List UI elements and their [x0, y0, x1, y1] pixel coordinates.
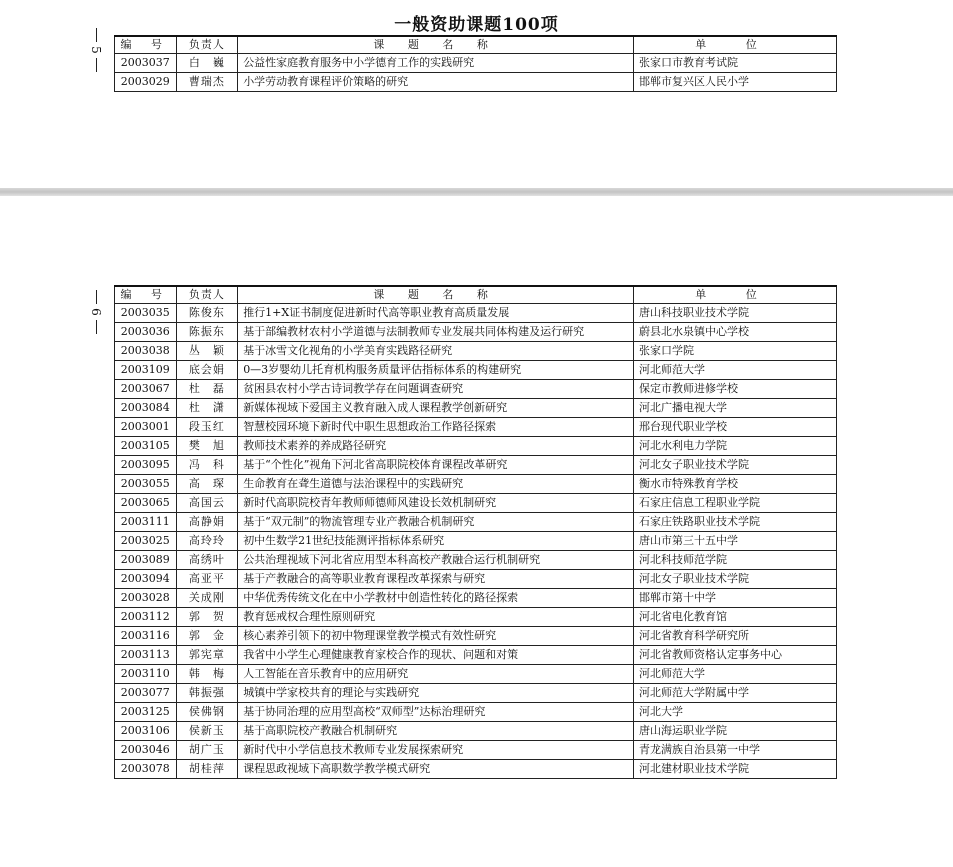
header-id: 编 号	[115, 286, 177, 304]
grant-table-page-5	[114, 35, 837, 92]
page-6	[0, 196, 953, 867]
cell-lead: 高静娟	[176, 513, 238, 532]
table-row	[115, 418, 837, 437]
table-row	[115, 684, 837, 703]
cell-topic: 基于“双元制”的物流管理专业产教融合机制研究	[238, 513, 634, 532]
cell-unit: 河北师范大学	[634, 361, 837, 380]
table-row	[115, 73, 837, 92]
cell-topic: 生命教育在聋生道德与法治课程中的实践研究	[238, 475, 634, 494]
cell-id: 2003077	[115, 684, 177, 703]
header-unit: 单 位	[634, 36, 837, 54]
cell-id: 2003065	[115, 494, 177, 513]
cell-unit: 保定市教师进修学校	[634, 380, 837, 399]
cell-id: 2003094	[115, 570, 177, 589]
table-row	[115, 399, 837, 418]
cell-unit: 青龙满族自治县第一中学	[634, 741, 837, 760]
cell-lead: 高亚平	[176, 570, 238, 589]
cell-id: 2003116	[115, 627, 177, 646]
cell-lead: 胡广玉	[176, 741, 238, 760]
cell-lead: 关成刚	[176, 589, 238, 608]
cell-id: 2003025	[115, 532, 177, 551]
table-row	[115, 304, 837, 323]
cell-topic: 基于部编教材农村小学道德与法制教师专业发展共同体构建及运行研究	[238, 323, 634, 342]
cell-lead: 郭 贺	[176, 608, 238, 627]
table-row	[115, 513, 837, 532]
cell-id: 2003106	[115, 722, 177, 741]
cell-id: 2003110	[115, 665, 177, 684]
table-row	[115, 437, 837, 456]
cell-lead: 段玉红	[176, 418, 238, 437]
cell-unit: 河北女子职业技术学院	[634, 570, 837, 589]
cell-topic: 智慧校园环境下新时代中职生思想政治工作路径探索	[238, 418, 634, 437]
cell-topic: 中华优秀传统文化在中小学教材中创造性转化的路径探索	[238, 589, 634, 608]
cell-id: 2003046	[115, 741, 177, 760]
grant-table-page-6	[114, 285, 837, 779]
table-row	[115, 589, 837, 608]
cell-id: 2003078	[115, 760, 177, 779]
table-row	[115, 361, 837, 380]
cell-lead: 杜 磊	[176, 380, 238, 399]
cell-topic: 我省中小学生心理健康教育家校合作的现状、问题和对策	[238, 646, 634, 665]
cell-lead: 高绣叶	[176, 551, 238, 570]
header-topic: 课 题 名 称	[238, 36, 634, 54]
cell-topic: 基于协同治理的应用型高校“双师型”达标治理研究	[238, 703, 634, 722]
cell-lead: 韩振强	[176, 684, 238, 703]
cell-lead: 底会娟	[176, 361, 238, 380]
cell-unit: 河北广播电视大学	[634, 399, 837, 418]
page-5	[0, 0, 953, 188]
header-lead: 负责人	[176, 286, 238, 304]
cell-lead: 陈俊东	[176, 304, 238, 323]
table-row	[115, 722, 837, 741]
cell-topic: 公共治理视域下河北省应用型本科高校产教融合运行机制研究	[238, 551, 634, 570]
table-row	[115, 380, 837, 399]
cell-id: 2003089	[115, 551, 177, 570]
cell-unit: 河北师范大学	[634, 665, 837, 684]
cell-lead: 高 琛	[176, 475, 238, 494]
cell-unit: 河北师范大学附属中学	[634, 684, 837, 703]
cell-unit: 衡水市特殊教育学校	[634, 475, 837, 494]
cell-unit: 河北省教育科学研究所	[634, 627, 837, 646]
cell-lead: 胡桂萍	[176, 760, 238, 779]
cell-topic: 0—3岁婴幼儿托育机构服务质量评估指标体系的构建研究	[238, 361, 634, 380]
cell-lead: 丛 颖	[176, 342, 238, 361]
cell-lead: 韩 梅	[176, 665, 238, 684]
cell-lead: 郭宪章	[176, 646, 238, 665]
cell-topic: 基于“个性化”视角下河北省高职院校体育课程改革研究	[238, 456, 634, 475]
cell-topic: 基于高职院校产教融合机制研究	[238, 722, 634, 741]
cell-unit: 河北水利电力学院	[634, 437, 837, 456]
cell-topic: 教育惩戒权合理性原则研究	[238, 608, 634, 627]
cell-unit: 邯郸市第十中学	[634, 589, 837, 608]
table-row	[115, 703, 837, 722]
cell-topic: 新时代中小学信息技术教师专业发展探索研究	[238, 741, 634, 760]
cell-topic: 课程思政视域下高职数学教学模式研究	[238, 760, 634, 779]
cell-id: 2003001	[115, 418, 177, 437]
cell-topic: 核心素养引领下的初中物理课堂教学模式有效性研究	[238, 627, 634, 646]
cell-topic: 公益性家庭教育服务中小学德育工作的实践研究	[238, 54, 634, 73]
cell-lead: 白 巍	[176, 54, 238, 73]
document-title: 一般资助课题100项	[394, 15, 559, 35]
table-row	[115, 665, 837, 684]
cell-unit: 河北科技师范学院	[634, 551, 837, 570]
cell-topic: 新媒体视域下爱国主义教育融入成人课程教学创新研究	[238, 399, 634, 418]
cell-topic: 贫困县农村小学古诗词教学存在问题调查研究	[238, 380, 634, 399]
page-number-6: 6	[86, 290, 106, 334]
cell-lead: 冯 科	[176, 456, 238, 475]
cell-unit: 唐山科技职业技术学院	[634, 304, 837, 323]
cell-unit: 唐山市第三十五中学	[634, 532, 837, 551]
cell-unit: 河北大学	[634, 703, 837, 722]
cell-topic: 人工智能在音乐教育中的应用研究	[238, 665, 634, 684]
cell-id: 2003125	[115, 703, 177, 722]
header-topic: 课 题 名 称	[238, 286, 634, 304]
table-row	[115, 646, 837, 665]
cell-unit: 河北省电化教育馆	[634, 608, 837, 627]
cell-topic: 教师技术素养的养成路径研究	[238, 437, 634, 456]
cell-topic: 城镇中学家校共育的理论与实践研究	[238, 684, 634, 703]
cell-unit: 石家庄铁路职业技术学院	[634, 513, 837, 532]
table-header-row	[115, 36, 837, 54]
cell-topic: 小学劳动教育课程评价策略的研究	[238, 73, 634, 92]
cell-unit: 邢台现代职业学校	[634, 418, 837, 437]
cell-id: 2003084	[115, 399, 177, 418]
cell-id: 2003112	[115, 608, 177, 627]
cell-unit: 张家口市教育考试院	[634, 54, 837, 73]
header-lead: 负责人	[176, 36, 238, 54]
cell-id: 2003105	[115, 437, 177, 456]
cell-unit: 石家庄信息工程职业学院	[634, 494, 837, 513]
header-unit: 单 位	[634, 286, 837, 304]
cell-id: 2003038	[115, 342, 177, 361]
cell-unit: 张家口学院	[634, 342, 837, 361]
cell-id: 2003111	[115, 513, 177, 532]
table-row	[115, 494, 837, 513]
cell-lead: 侯新玉	[176, 722, 238, 741]
cell-id: 2003029	[115, 73, 177, 92]
cell-lead: 樊 旭	[176, 437, 238, 456]
table-row	[115, 570, 837, 589]
cell-id: 2003037	[115, 54, 177, 73]
cell-lead: 杜 潇	[176, 399, 238, 418]
cell-id: 2003028	[115, 589, 177, 608]
cell-id: 2003113	[115, 646, 177, 665]
cell-unit: 蔚县北水泉镇中心学校	[634, 323, 837, 342]
cell-topic: 初中生数学21世纪技能测评指标体系研究	[238, 532, 634, 551]
table-row	[115, 342, 837, 361]
cell-lead: 高国云	[176, 494, 238, 513]
cell-unit: 河北建材职业技术学院	[634, 760, 837, 779]
cell-unit: 唐山海运职业学院	[634, 722, 837, 741]
cell-id: 2003109	[115, 361, 177, 380]
table-row	[115, 456, 837, 475]
page-divider	[0, 188, 953, 196]
cell-id: 2003035	[115, 304, 177, 323]
cell-lead: 高玲玲	[176, 532, 238, 551]
cell-unit: 河北女子职业技术学院	[634, 456, 837, 475]
cell-id: 2003095	[115, 456, 177, 475]
cell-unit: 河北省教师资格认定事务中心	[634, 646, 837, 665]
table-row	[115, 323, 837, 342]
page-number-5: 5	[86, 28, 106, 72]
cell-id: 2003055	[115, 475, 177, 494]
table-body	[115, 54, 837, 92]
table-row	[115, 551, 837, 570]
table-header-row	[115, 286, 837, 304]
header-id: 编 号	[115, 36, 177, 54]
cell-topic: 基于产教融合的高等职业教育课程改革探索与研究	[238, 570, 634, 589]
table-row	[115, 741, 837, 760]
cell-lead: 郭 金	[176, 627, 238, 646]
table-row	[115, 532, 837, 551]
table-row	[115, 608, 837, 627]
cell-lead: 侯佛钢	[176, 703, 238, 722]
table-row	[115, 475, 837, 494]
cell-id: 2003067	[115, 380, 177, 399]
cell-topic: 新时代高职院校青年教师师德师风建设长效机制研究	[238, 494, 634, 513]
table-row	[115, 627, 837, 646]
table-body	[115, 304, 837, 779]
cell-id: 2003036	[115, 323, 177, 342]
cell-lead: 曹瑞杰	[176, 73, 238, 92]
cell-topic: 推行1+X证书制度促进新时代高等职业教育高质量发展	[238, 304, 634, 323]
cell-lead: 陈振东	[176, 323, 238, 342]
cell-unit: 邯郸市复兴区人民小学	[634, 73, 837, 92]
table-row	[115, 54, 837, 73]
cell-topic: 基于冰雪文化视角的小学美育实践路径研究	[238, 342, 634, 361]
table-row	[115, 760, 837, 779]
